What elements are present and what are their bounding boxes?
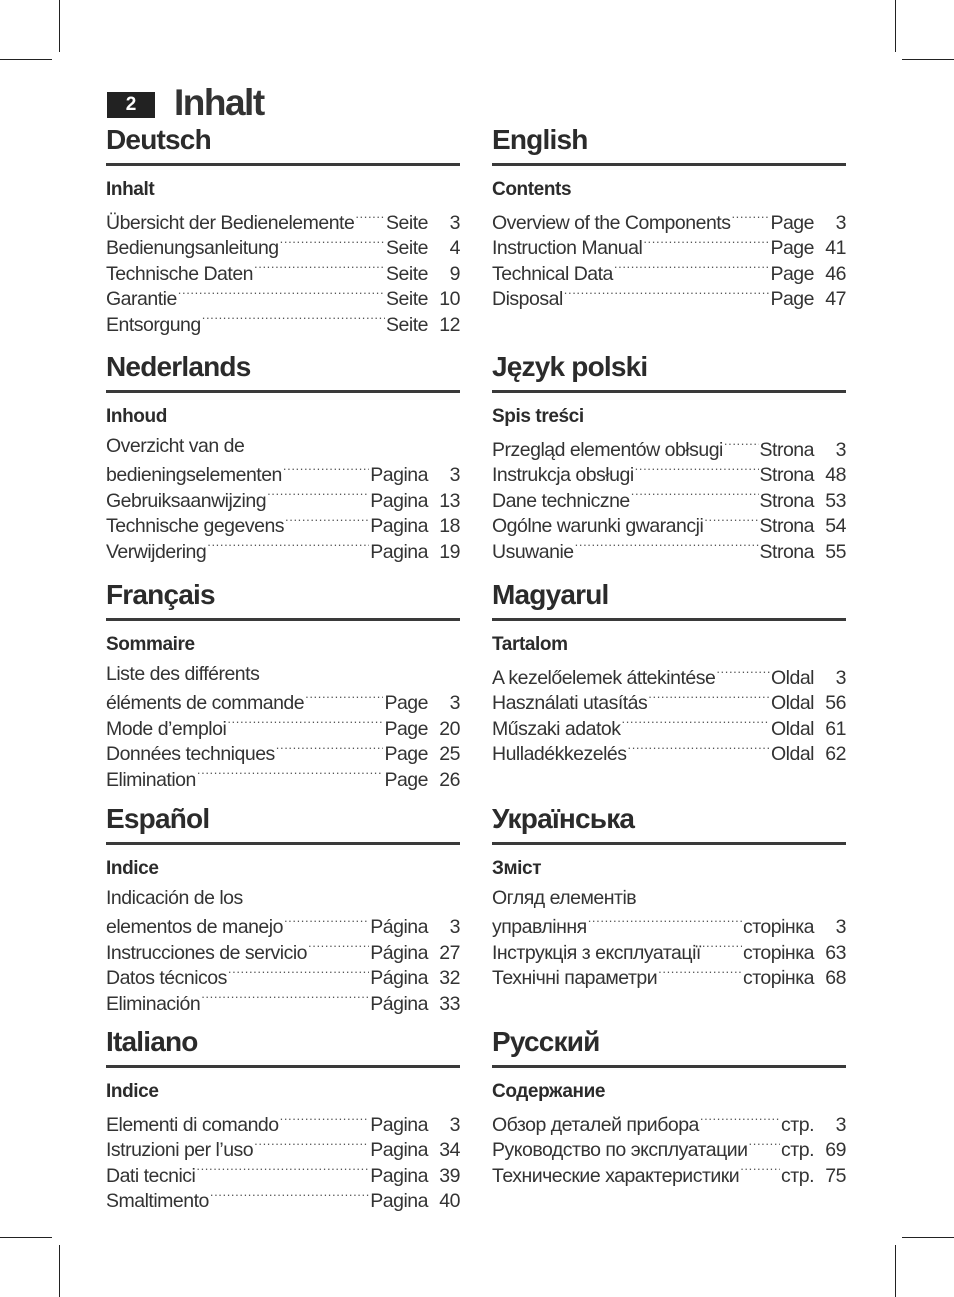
toc-entry [492, 738, 846, 766]
toc-page-number: 3 [835, 439, 846, 461]
toc-label: Przegląd elementów obłsugi [492, 439, 723, 461]
toc-label: Technische gegevens [106, 515, 285, 538]
toc-label: Instrukcja obsługi [492, 464, 634, 487]
toc-label: управління [492, 916, 587, 939]
toc-label: Elimination [106, 768, 196, 791]
section-subheading: Contents [492, 179, 572, 200]
section-heading: Język polski [492, 351, 648, 382]
toc-entry [106, 434, 460, 459]
toc-page-label: Page [384, 692, 428, 715]
section-nederlands [106, 351, 460, 561]
toc-entry [492, 536, 846, 561]
toc-label: elementos de manejo [106, 916, 283, 939]
section-rule [106, 1065, 460, 1068]
toc-label: Overview of the Components [492, 212, 731, 234]
toc-page-number: 3 [449, 1114, 460, 1136]
toc-label: Indicación de los [106, 887, 243, 909]
toc-page-label: Strona [759, 464, 814, 487]
toc-entry [106, 536, 460, 561]
toc-page-number: 19 [439, 540, 460, 563]
toc-entry [492, 1134, 846, 1162]
toc-label: Overzicht van de [106, 435, 245, 457]
section-italiano [106, 1026, 460, 1211]
toc-page-label: Pagina [370, 540, 428, 563]
toc-label: Übersicht der Bedienelemente [106, 212, 355, 234]
toc-label: Smaltimento [106, 1190, 209, 1213]
toc-entry [106, 662, 460, 687]
toc-page-label: Strona [759, 439, 814, 461]
toc-page-number: 75 [825, 1164, 846, 1187]
toc-entry [492, 485, 846, 510]
leader-dots [731, 207, 769, 229]
section-espanol [106, 803, 460, 1013]
toc-page-number: 63 [825, 941, 846, 964]
toc-page-label: Page [770, 262, 814, 285]
leader-dots [285, 510, 369, 532]
crop-mark [895, 1245, 896, 1297]
section-rule [106, 842, 460, 845]
section-rule [106, 390, 460, 393]
toc-label: Usuwanie [492, 540, 574, 563]
toc-page-label: Page [384, 717, 428, 740]
section-subheading: Indice [106, 1081, 159, 1102]
toc-label: Istruzioni per l’uso [106, 1139, 254, 1162]
toc-entry [106, 258, 460, 283]
toc-entry [492, 713, 846, 738]
toc-entry [106, 1109, 460, 1134]
toc-label: Технические характеристики [492, 1164, 740, 1187]
toc-page-label: Pagina [370, 515, 428, 538]
section-heading: Italiano [106, 1026, 198, 1057]
section-heading: Français [106, 579, 215, 610]
toc-page-label: Oldal [770, 667, 814, 689]
toc-page-label: Oldal [770, 743, 814, 766]
leader-dots [276, 738, 384, 760]
toc-page-number: 47 [825, 288, 846, 311]
toc-entry [106, 485, 460, 510]
toc-page-number: 34 [439, 1139, 460, 1162]
leader-dots [305, 687, 383, 709]
toc-page-number: 32 [439, 967, 460, 990]
toc-label: Technical Data [492, 262, 613, 285]
toc-entry [106, 459, 460, 487]
toc-entry [492, 886, 846, 911]
toc-page-label: сторінка [742, 941, 814, 964]
toc-page-label: Page [770, 212, 814, 234]
leader-dots [564, 283, 770, 305]
section-francais [106, 579, 460, 789]
toc-page-number: 54 [825, 515, 846, 538]
toc-label: Datos técnicos [106, 967, 227, 990]
toc-label: Használati utasítás [492, 692, 648, 715]
section-heading: English [492, 124, 588, 155]
leader-dots [228, 962, 369, 984]
toc-entry [106, 232, 460, 260]
toc-page-label: Strona [759, 489, 814, 512]
toc-page-label: Pagina [370, 489, 428, 512]
toc-page-number: 53 [825, 489, 846, 512]
toc-entry [492, 258, 846, 283]
toc-page-number: 62 [825, 743, 846, 766]
toc-page-label: Pagina [370, 1114, 428, 1136]
toc-page-label: стр. [781, 1139, 814, 1162]
section-heading: Nederlands [106, 351, 251, 382]
toc-page-label: сторінка [742, 916, 814, 939]
leader-dots [643, 232, 769, 254]
toc-page-number: 3 [449, 692, 460, 715]
toc-page-number: 3 [835, 1114, 846, 1136]
toc-page-label: Pagina [370, 1139, 428, 1162]
toc-page-label: Seite [386, 288, 428, 311]
leader-dots [702, 937, 742, 959]
toc-label: Hulladékkezelés [492, 743, 627, 766]
toc-label: Обзор деталей прибора [492, 1114, 699, 1136]
toc-entry [492, 1109, 846, 1134]
toc-label: Gebruiksaanwijzing [106, 489, 267, 512]
toc-label: Інструкція з експлуатації [492, 941, 701, 964]
section-subheading: Inhoud [106, 406, 167, 427]
leader-dots [614, 258, 770, 280]
toc-page-number: 46 [825, 262, 846, 285]
toc-entry [106, 510, 460, 538]
toc-entry [106, 937, 460, 962]
toc-entry [106, 911, 460, 939]
toc-label: éléments de commande [106, 692, 305, 715]
leader-dots [628, 738, 770, 760]
toc-page-number: 33 [439, 992, 460, 1015]
toc-page-label: Page [770, 237, 814, 260]
section-rule [106, 163, 460, 166]
toc-page-number: 27 [439, 941, 460, 964]
section-rule [106, 618, 460, 621]
toc-label: Технічні параметри [492, 967, 658, 990]
toc-label: Liste des différents [106, 663, 260, 685]
section-russkiy [492, 1026, 846, 1185]
toc-page-number: 25 [439, 743, 460, 766]
leader-dots [749, 1134, 781, 1156]
toc-label: Огляд елементів [492, 887, 637, 909]
toc-label: Disposal [492, 288, 563, 311]
toc-page-label: Seite [386, 212, 428, 234]
section-subheading: Sommaire [106, 634, 195, 655]
leader-dots [283, 459, 369, 481]
toc-entry [106, 1134, 460, 1162]
leader-dots [724, 434, 759, 456]
toc-label: Instruction Manual [492, 237, 643, 260]
toc-label: Ogólne warunki gwarancji [492, 515, 704, 538]
section-heading: Español [106, 803, 210, 834]
leader-dots [635, 459, 759, 481]
leader-dots [280, 232, 385, 254]
toc-entry [492, 283, 846, 311]
toc-entry [106, 283, 460, 311]
leader-dots [280, 1109, 370, 1131]
toc-page-number: 3 [835, 212, 846, 234]
toc-entry [106, 988, 460, 1013]
section-rule [492, 163, 846, 166]
leader-dots [207, 536, 369, 558]
toc-page-label: стр. [781, 1114, 814, 1136]
toc-label: Руководство по эксплуатации [492, 1139, 748, 1162]
page-number: 2 [107, 92, 155, 118]
section-rule [492, 390, 846, 393]
toc-page-number: 26 [439, 768, 460, 791]
leader-dots [254, 258, 385, 280]
toc-entry [106, 1185, 460, 1213]
leader-dots [178, 283, 385, 305]
crop-mark [59, 1245, 60, 1297]
page-title: Inhalt [174, 82, 264, 123]
toc-page-number: 56 [825, 692, 846, 715]
leader-dots [648, 687, 770, 709]
toc-page-number: 12 [439, 313, 460, 336]
crop-mark [895, 0, 896, 52]
toc-label: Műszaki adatok [492, 717, 621, 740]
crop-mark [902, 1237, 954, 1238]
toc-entry [106, 1160, 460, 1185]
crop-mark [902, 59, 954, 60]
toc-page-label: Pagina [370, 1164, 428, 1187]
section-deutsch [106, 124, 460, 334]
leader-dots [197, 764, 384, 786]
leader-dots [227, 713, 383, 735]
toc-label: Bedienungsanleitung [106, 237, 279, 260]
leader-dots [575, 536, 759, 558]
toc-label: Dati tecnici [106, 1164, 196, 1187]
section-polski [492, 351, 846, 561]
section-heading: Magyarul [492, 579, 609, 610]
toc-page-number: 41 [825, 237, 846, 260]
section-english [492, 124, 846, 309]
toc-entry [106, 687, 460, 715]
toc-entry [106, 309, 460, 334]
toc-page-label: Seite [386, 313, 428, 336]
leader-dots [267, 485, 369, 507]
toc-label: Technische Daten [106, 262, 254, 285]
toc-page-number: 9 [449, 262, 460, 285]
toc-label: Elementi di comando [106, 1114, 279, 1136]
toc-entry [106, 764, 460, 789]
toc-entry [492, 937, 846, 962]
section-subheading: Tartalom [492, 634, 568, 655]
section-rule [492, 1065, 846, 1068]
toc-label: Mode d’emploi [106, 717, 227, 740]
toc-label: Dane techniczne [492, 489, 630, 512]
toc-page-label: сторінка [742, 967, 814, 990]
toc-entry [492, 459, 846, 487]
toc-label: A kezelőelemek áttekintése [492, 667, 716, 689]
toc-entry [106, 886, 460, 911]
leader-dots [201, 988, 369, 1010]
crop-mark [0, 59, 52, 60]
toc-page-number: 18 [439, 515, 460, 538]
toc-page-number: 4 [449, 237, 460, 260]
toc-page-number: 39 [439, 1164, 460, 1187]
leader-dots [308, 937, 369, 959]
crop-mark [59, 0, 60, 52]
toc-page-label: Oldal [770, 717, 814, 740]
toc-label: Données techniques [106, 743, 275, 766]
section-subheading: Indice [106, 858, 159, 879]
toc-entry [492, 962, 846, 990]
toc-page-number: 13 [439, 489, 460, 512]
toc-page-label: Oldal [770, 692, 814, 715]
toc-page-label: Seite [386, 262, 428, 285]
leader-dots [621, 713, 769, 735]
toc-entry [106, 738, 460, 766]
toc-entry [492, 207, 846, 232]
toc-page-number: 3 [835, 916, 846, 939]
toc-label: Verwijdering [106, 540, 207, 563]
leader-dots [210, 1185, 369, 1207]
leader-dots [740, 1160, 780, 1182]
toc-entry [492, 510, 846, 538]
leader-dots [196, 1160, 369, 1182]
toc-label: Garantie [106, 288, 177, 311]
toc-page-label: Pagina [370, 1190, 428, 1213]
toc-label: Entsorgung [106, 313, 201, 336]
toc-page-label: Strona [759, 515, 814, 538]
toc-label: bedieningselementen [106, 464, 282, 487]
toc-page-number: 40 [439, 1190, 460, 1213]
toc-entry [106, 962, 460, 990]
leader-dots [355, 207, 385, 229]
leader-dots [704, 510, 758, 532]
toc-page-label: стр. [781, 1164, 814, 1187]
section-ukrainska [492, 803, 846, 988]
toc-page-number: 3 [449, 464, 460, 487]
toc-page-number: 55 [825, 540, 846, 563]
toc-entry [492, 1160, 846, 1185]
toc-entry [106, 713, 460, 738]
toc-page-label: Pagina [370, 464, 428, 487]
toc-entry [106, 207, 460, 232]
leader-dots [284, 911, 369, 933]
leader-dots [658, 962, 742, 984]
toc-page-number: 3 [449, 212, 460, 234]
leader-dots [700, 1109, 780, 1131]
section-magyarul [492, 579, 846, 764]
toc-page-label: Seite [386, 237, 428, 260]
crop-mark [0, 1237, 52, 1238]
toc-page-label: Página [370, 992, 428, 1015]
section-subheading: Spis treści [492, 406, 584, 427]
toc-label: Eliminación [106, 992, 201, 1015]
toc-entry [492, 911, 846, 939]
toc-page-label: Página [370, 916, 428, 939]
section-subheading: Зміст [492, 858, 542, 879]
section-subheading: Inhalt [106, 179, 155, 200]
leader-dots [202, 309, 385, 331]
toc-page-number: 10 [439, 288, 460, 311]
toc-page-label: Página [370, 941, 428, 964]
toc-page-number: 68 [825, 967, 846, 990]
toc-page-number: 3 [835, 667, 846, 689]
section-rule [492, 618, 846, 621]
toc-entry [492, 662, 846, 687]
toc-entry [492, 232, 846, 260]
toc-entry [492, 687, 846, 715]
toc-page-label: Strona [759, 540, 814, 563]
toc-page-number: 61 [825, 717, 846, 740]
leader-dots [254, 1134, 369, 1156]
leader-dots [716, 662, 770, 684]
toc-page-label: Page [384, 743, 428, 766]
toc-page-label: Page [384, 768, 428, 791]
section-heading: Deutsch [106, 124, 211, 155]
section-rule [492, 842, 846, 845]
toc-page-number: 69 [825, 1139, 846, 1162]
toc-entry [492, 434, 846, 459]
leader-dots [631, 485, 759, 507]
section-heading: Українська [492, 803, 635, 834]
toc-page-number: 20 [439, 717, 460, 740]
toc-page-number: 48 [825, 464, 846, 487]
section-heading: Русский [492, 1026, 600, 1057]
leader-dots [588, 911, 742, 933]
toc-page-label: Page [770, 288, 814, 311]
toc-page-label: Página [370, 967, 428, 990]
toc-label: Instrucciones de servicio [106, 941, 308, 964]
section-subheading: Содержание [492, 1081, 606, 1102]
toc-page-number: 3 [449, 916, 460, 939]
